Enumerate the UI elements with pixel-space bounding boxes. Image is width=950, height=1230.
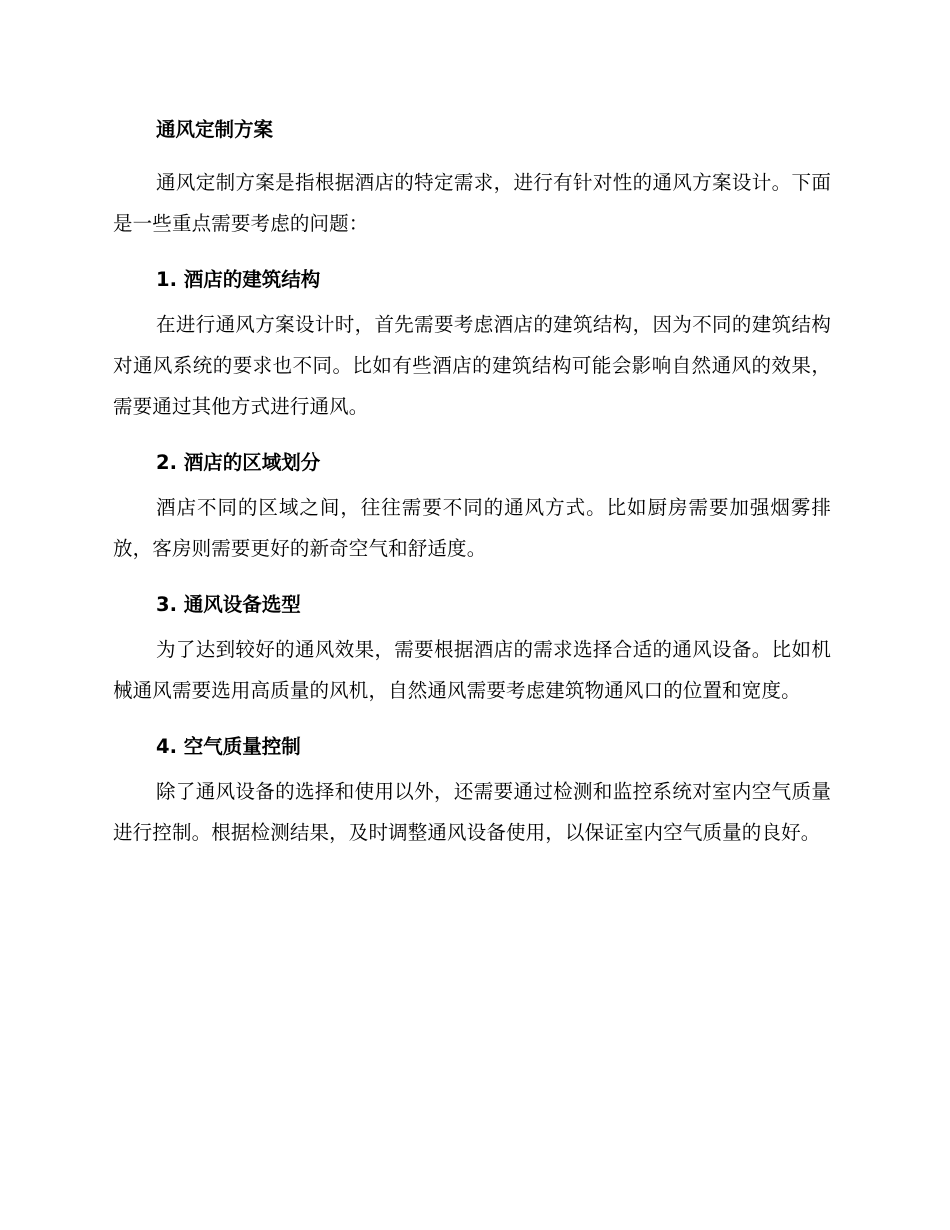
intro-paragraph: 通风定制方案是指根据酒店的特定需求，进行有针对性的通风方案设计。下面是一些重点需要考虑的问题： (113, 171, 831, 235)
section-body-equipment-selection: 为了达到较好的通风效果，需要根据酒店的需求选择合适的通风设备。比如机械通风需要选用高质量的风机，自然通风需要考虑建筑物通风口的位置和宽度。 (113, 638, 831, 702)
section-body-building-structure: 在进行通风方案设计时，首先需要考虑酒店的建筑结构，因为不同的建筑结构对通风系统的要求也不同。比如有些酒店的建筑结构可能会影响自然通风的效果，需要通过其他方式进行通风。 (113, 313, 831, 418)
document-content (113, 106, 831, 865)
document-title: 通风定制方案 (156, 118, 274, 141)
section-body-air-quality-control: 除了通风设备的选择和使用以外，还需要通过检测和监控系统对室内空气质量进行控制。根据检测结果，及时调整通风设备使用，以保证室内空气质量的良好。 (113, 780, 831, 844)
section-heading-area-division: 2. 酒店的区域划分 (156, 451, 321, 474)
section-heading-air-quality-control: 4. 空气质量控制 (156, 735, 301, 758)
section-heading-building-structure: 1. 酒店的建筑结构 (156, 268, 321, 291)
section-heading-equipment-selection: 3. 通风设备选型 (156, 593, 301, 616)
section-body-area-division: 酒店不同的区域之间，往往需要不同的通风方式。比如厨房需要加强烟雾排放，客房则需要更好的新奇空气和舒适度。 (113, 496, 831, 560)
